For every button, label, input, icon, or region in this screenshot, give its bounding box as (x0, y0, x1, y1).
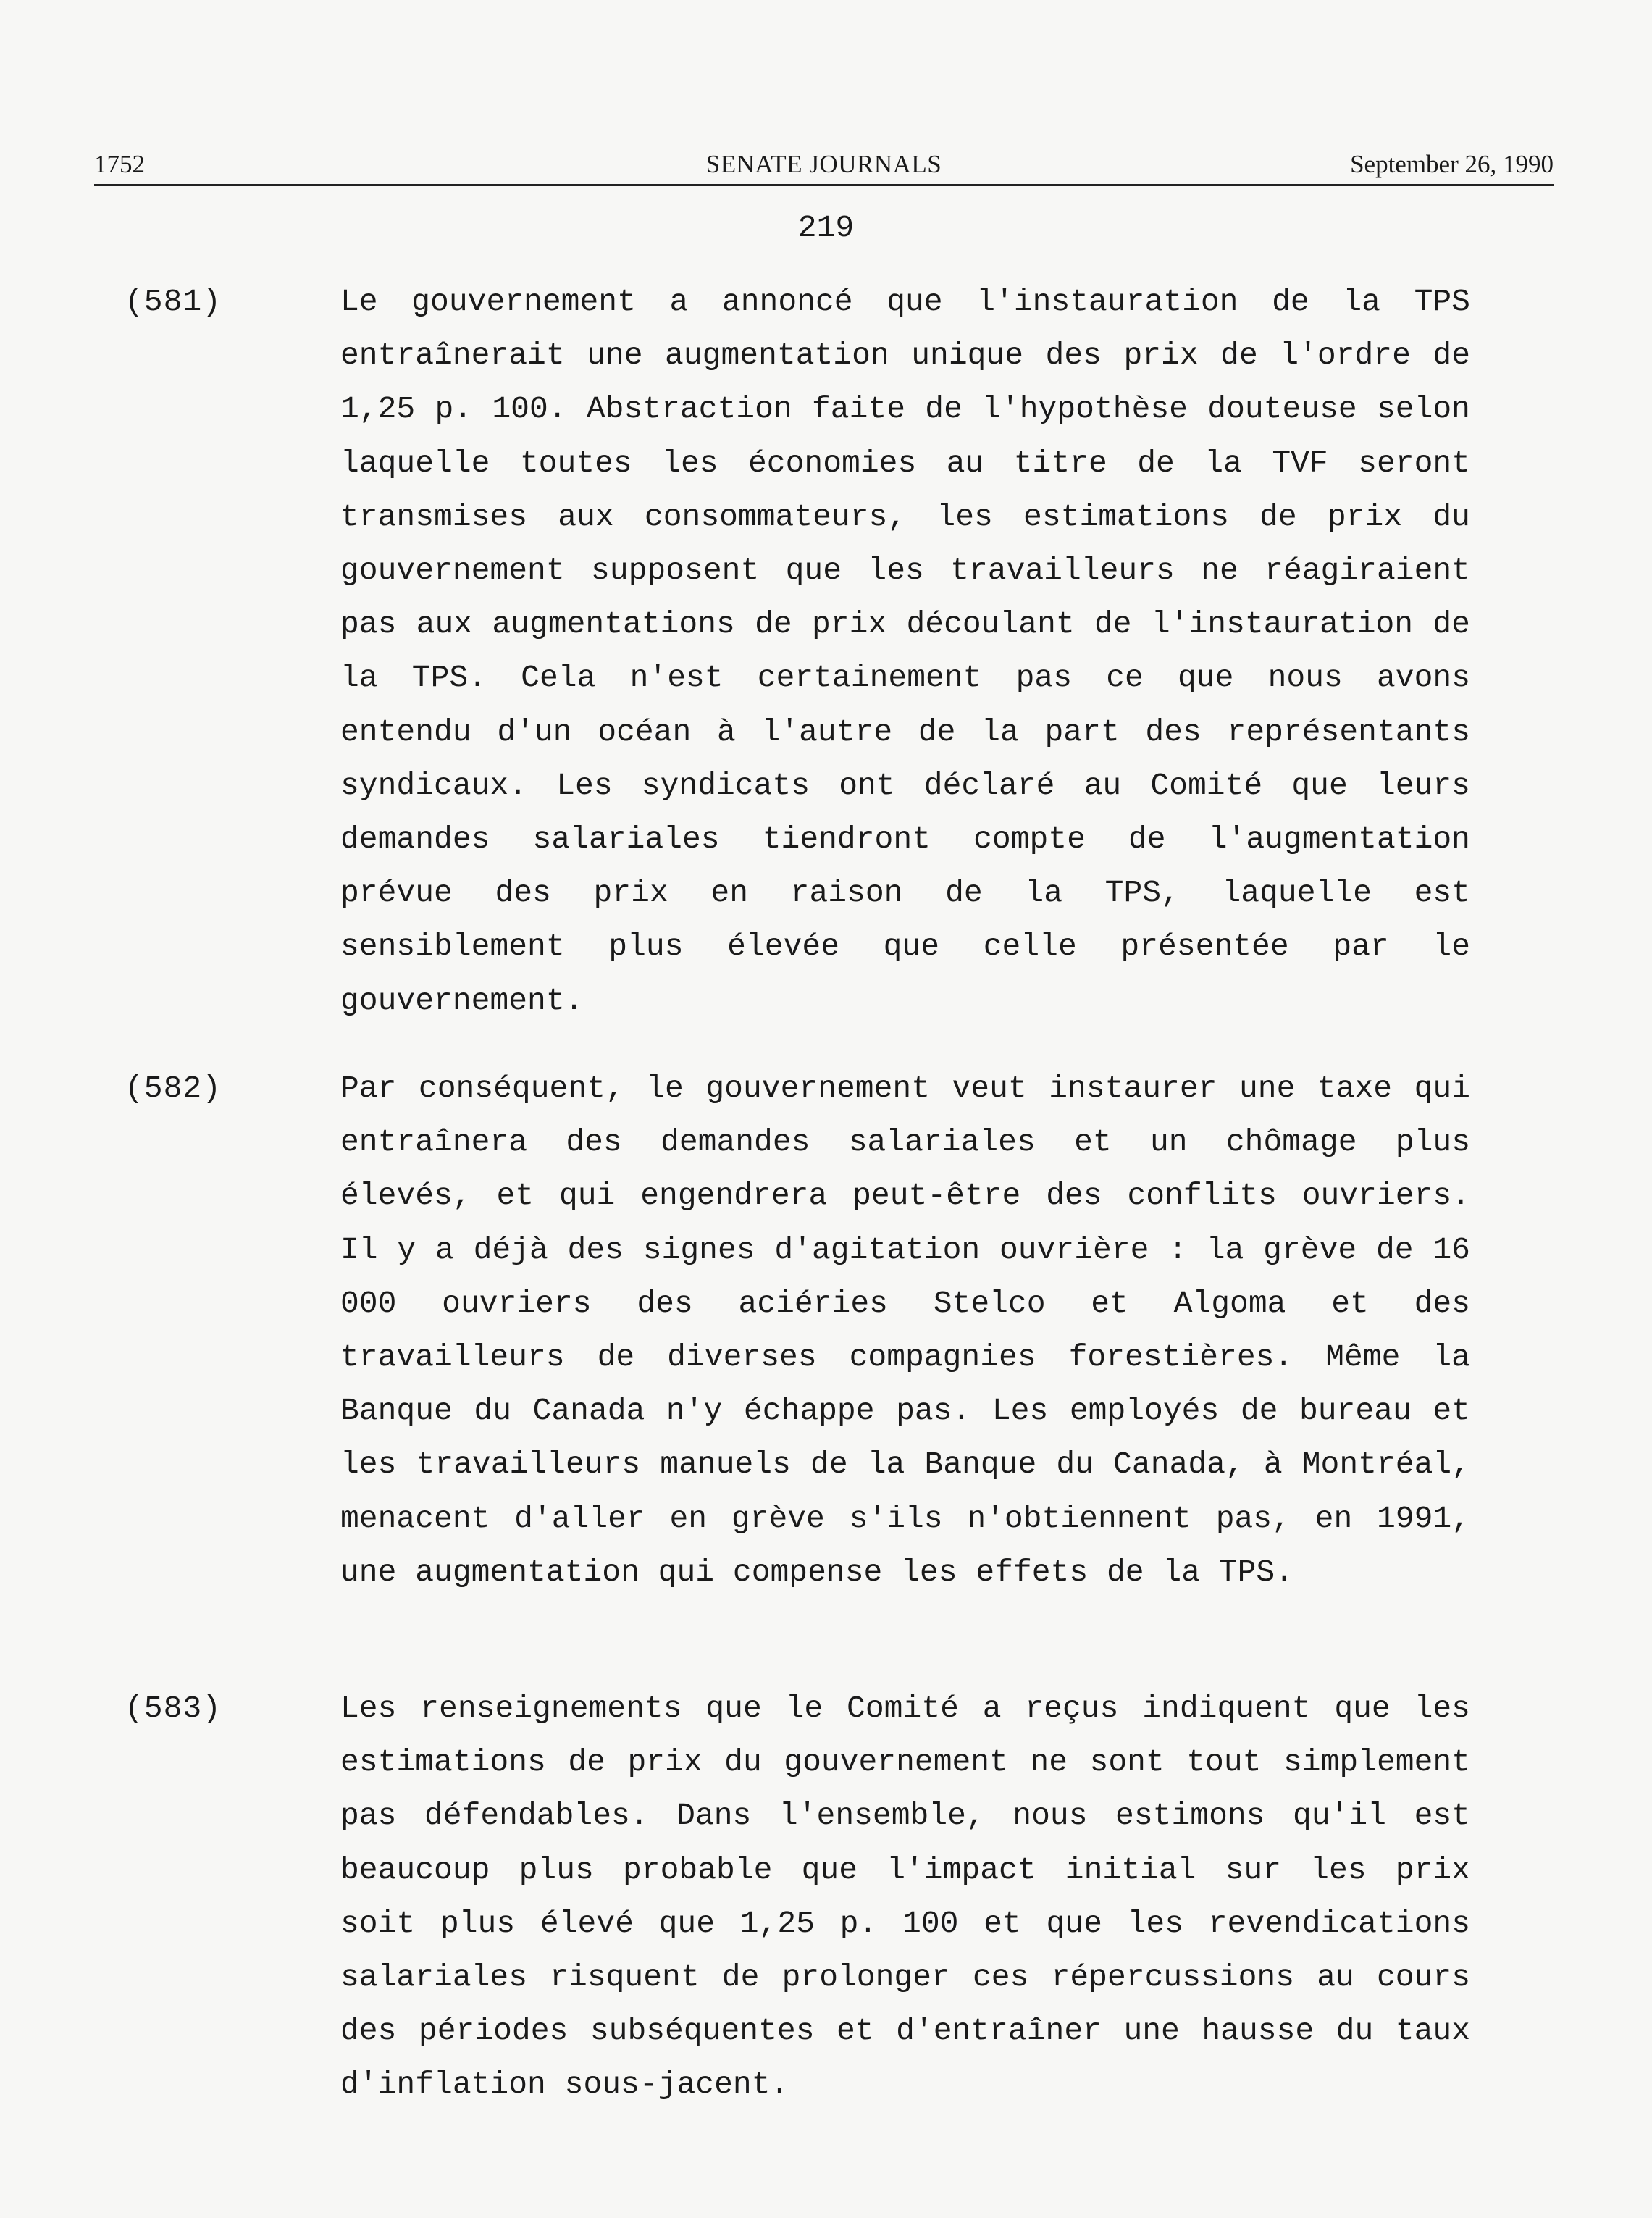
journal-title: SENATE JOURNALS (705, 150, 942, 178)
page-header (94, 143, 1554, 185)
journal-date: September 26, 1990 (1350, 150, 1554, 178)
page-number: 1752 (94, 150, 145, 178)
paragraph-number: (581) (125, 284, 222, 319)
paragraph-text: Par conséquent, le gouvernement veut instaurer une taxe qui entraînera des demandes salariales et un chômage plus élevés, et qui engendrera peut-être des conflits ouvriers. Il y a déjà des signes d'agitation ouvrière : la grève de 16 000 ouvriers des aciéries Stelco et Algoma et des travailleurs de diverses compagnies forestières. Même la Banque du Canada n'y échappe pas. Les employés de bureau et les travailleurs manuels de la Banque du Canada, à Montréal, menacent d'aller en grève s'ils n'obtiennent pas, en 1991, une augmentation qui compense les effets de la TPS. (340, 1071, 1470, 1590)
paragraph-text: Le gouvernement a annoncé que l'instauration de la TPS entraînerait une augmentation unique des prix de l'ordre de 1,25 p. 100. Abstraction faite de l'hypothèse douteuse selon laquelle toutes les économies au titre de la TVF seront transmises aux consommateurs, les estimations de prix du gouvernement supposent que les travailleurs ne réagiraient pas aux augmentations de prix découlant de l'instauration de la TPS. Cela n'est certainement pas ce que nous avons entendu d'un océan à l'autre de la part des représentants syndicaux. Les syndicats ont déclaré au Comité que leurs demandes salariales tiendront compte de l'augmentation prévue des prix en raison de la TPS, laquelle est sensiblement plus élevée que celle présentée par le gouvernement. (340, 284, 1470, 1018)
paragraph-number: (583) (125, 1691, 222, 1726)
header-rule (94, 184, 1554, 186)
section-number: 219 (797, 210, 855, 246)
paragraph-number: (582) (125, 1071, 222, 1106)
paragraph-text: Les renseignements que le Comité a reçus indiquent que les estimations de prix du gouvernement ne sont tout simplement pas défendables. Dans l'ensemble, nous estimons qu'il est beaucoup plus probable que l'impact initial sur les prix soit plus élevé que 1,25 p. 100 et que les revendications salariales risquent de prolonger ces répercussions au cours des périodes subséquentes et d'entraîner une hausse du taux d'inflation sous-jacent. (340, 1691, 1470, 2103)
